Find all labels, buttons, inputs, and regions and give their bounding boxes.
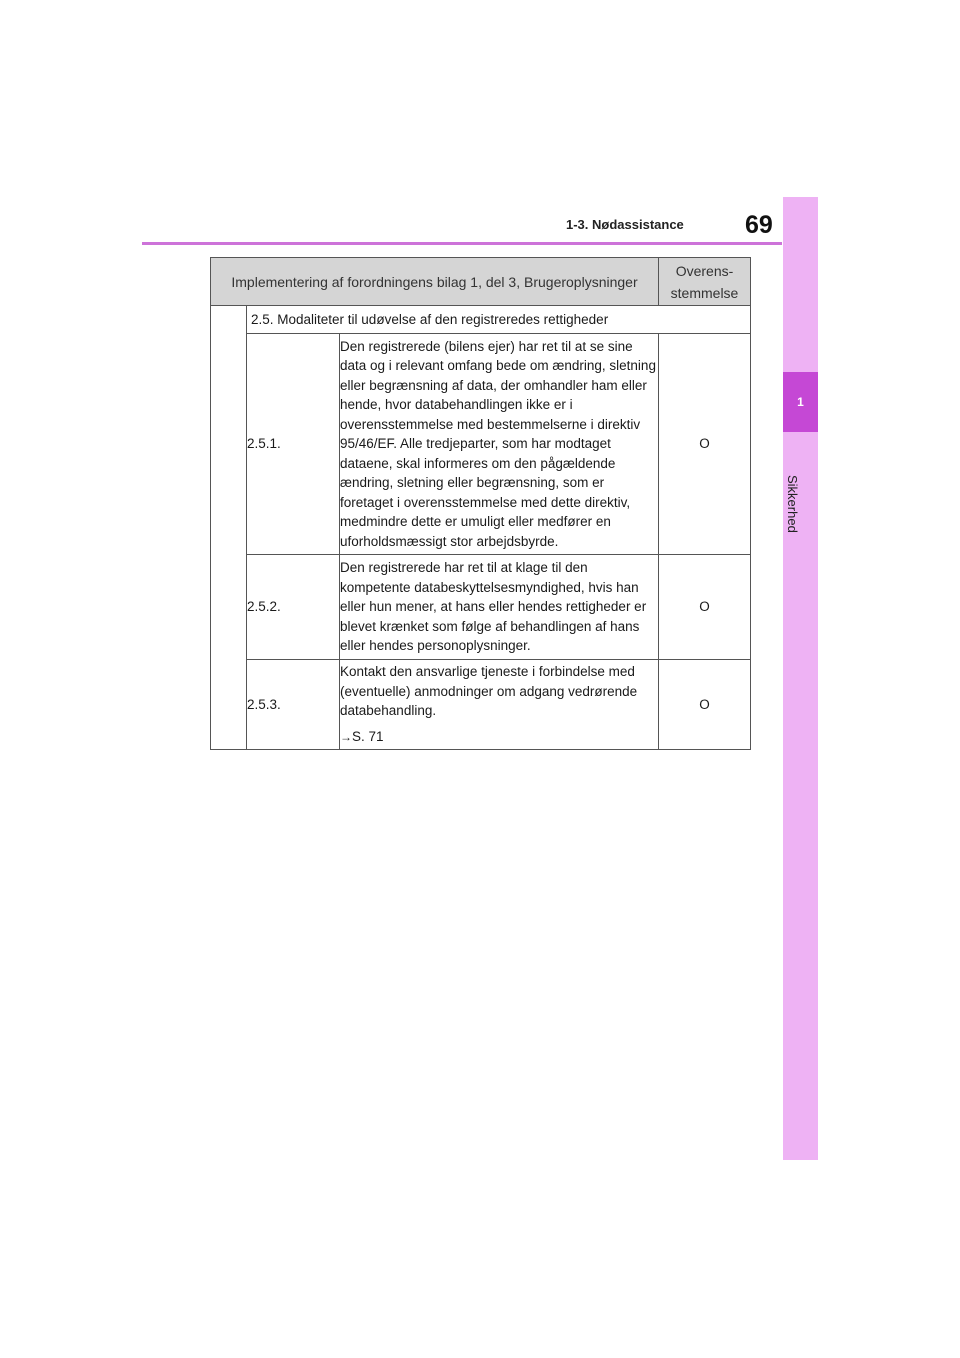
header-implementation: Implementering af forordningens bilag 1, del 3, Brugeroplysninger — [211, 258, 659, 306]
table-header-row — [211, 258, 751, 306]
header-conformity: Overens-stemmelse — [659, 258, 751, 306]
item-description: Kontakt den ansvarlige tjeneste i forbindelse med (eventuelle) anmodninger om adgang vedrørende databehandling. — [340, 664, 638, 718]
page-number: 69 — [745, 211, 773, 239]
arrow-right-icon: → — [340, 729, 352, 744]
table-row — [211, 334, 751, 555]
item-conformity: O — [659, 660, 751, 750]
chapter-number-tab[interactable]: 1 — [783, 372, 818, 432]
item-number: 2.5.2. — [247, 555, 340, 660]
table-row — [211, 555, 751, 660]
table-row — [211, 306, 751, 334]
page-reference-link[interactable] — [340, 727, 658, 748]
indent-cell — [211, 306, 247, 750]
section-title: 2.5. Modaliteter til udøvelse af den registreredes rettigheder — [247, 306, 751, 334]
page-reference: S. 71 — [352, 728, 384, 744]
header-divider — [142, 242, 782, 245]
item-description: Den registrerede har ret til at klage til den kompetente databeskyttelsesmyndighed, hvis han eller hun mener, at hans eller hendes rettigheder er blevet krænket som følge af behandlingen af hans eller hendes personoplysninger. — [340, 555, 659, 660]
item-number: 2.5.3. — [247, 660, 340, 750]
chapter-label: Sikkerhed — [785, 475, 800, 533]
item-conformity: O — [659, 334, 751, 555]
item-number: 2.5.1. — [247, 334, 340, 555]
chapter-side-tab — [783, 197, 818, 1160]
item-description: Den registrerede (bilens ejer) har ret til at se sine data og i relevant omfang bede om ændring, sletning eller begrænsning af data, der omhandler ham eller hende, hvor databehandlingen ikke er i overensstemmelse med bestemmelserne i direktiv 95/46/EF. Alle tredjeparter, som har modtaget dataene, skal informeres om den pågældende ændring, sletning eller begrænsning, som er foretaget i overensstemmelse med dette direktiv, medmindre dette er umuligt eller medfører en uforholdsmæssigt stor arbejdsbyrde. — [340, 334, 659, 555]
table-row — [211, 660, 751, 750]
item-conformity: O — [659, 555, 751, 660]
regulation-table — [210, 257, 751, 750]
section-heading: 1-3. Nødassistance — [566, 217, 684, 232]
item-description-cell — [340, 660, 659, 750]
